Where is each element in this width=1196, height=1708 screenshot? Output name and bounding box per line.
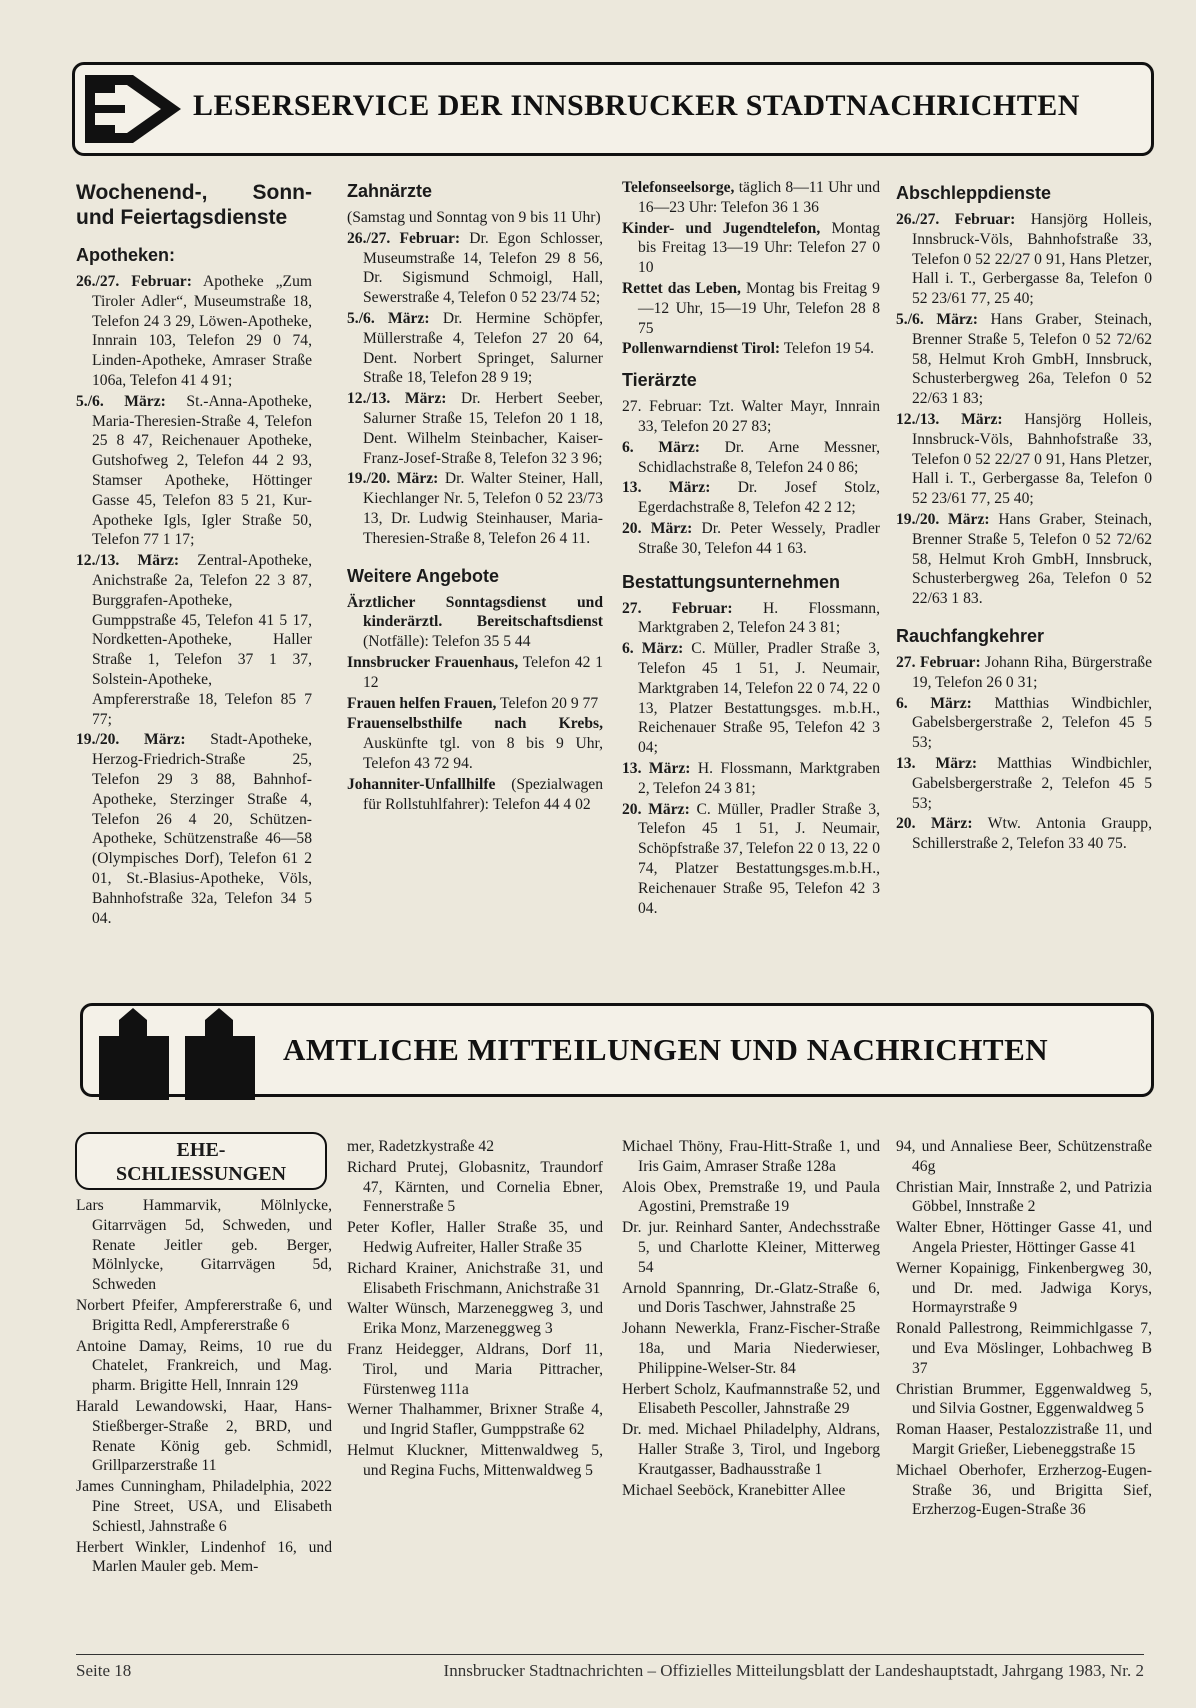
list-item: [347, 714, 603, 773]
entry-label: Telefonseelsorge,: [622, 179, 735, 196]
list-item: [896, 814, 1152, 854]
list-item: [76, 551, 312, 729]
list-item: Michael Oberhofer, Erzherzog-Eugen-Straße 36, und Brigitta Sief, Erzherzog-Eugen-Straße 36: [896, 1461, 1152, 1519]
list-item: Harald Lewandowski, Haar, Hans-Stießberger-Straße 2, BRD, und Renate König geb. Schmidl, Grillparzerstraße 11: [76, 1397, 332, 1475]
list-item: Dr. jur. Reinhard Santer, Andechsstraße 5, und Charlotte Kleiner, Mitterweg 54: [622, 1219, 880, 1276]
entry-text: Stadt-Apotheke, Herzog-Friedrich-Straße 25, Telefon 29 3 88, Bahnhof-Apotheke, Sterzinger Straße 4, Telefon 26 4 20, Schützen-Apotheke, Schützenstraße 46—58 (Olympisches Dorf), Telefon 61 2 01, St.-Blasius-Apotheke, Völs, Bahnhofstraße 32a, Telefon 34 5 04.: [92, 731, 312, 927]
entry-label: 19./20. März:: [347, 470, 439, 488]
list-item: Werner Thalhammer, Brixner Straße 4, und Ingrid Stafler, Gumppstraße 62: [347, 1401, 603, 1439]
entry-text: Dr. Herbert Seeber, Salurner Straße 15, Telefon 20 1 18, Dent. Wilhelm Steinbacher, Kaiser-Franz-Josef-Straße 8, Telefon 32 3 96;: [363, 390, 603, 467]
column-apotheken: [76, 178, 312, 929]
list-item: James Cunningham, Philadelphia, 2022 Pine Street, USA, und Elisabeth Schiestl, Jahnstraße 6: [76, 1478, 332, 1535]
list-item: [622, 178, 880, 218]
list-item: [896, 210, 1152, 309]
section-heading: Abschleppdienste: [896, 183, 1052, 203]
list-item: [347, 694, 603, 714]
list-item: Peter Kofler, Haller Straße 35, und Hedwig Aufreiter, Haller Straße 35: [347, 1219, 603, 1256]
entry-list: [347, 229, 603, 549]
list-item: [896, 653, 1152, 693]
entry-list: [622, 599, 880, 919]
entry-list: [76, 272, 312, 928]
entry-text: Hans Graber, Steinach, Brenner Straße 5, Telefon 0 52 72/62 58, Helmut Kroh GmbH, Innsbruck, Schusterbergweg 26a, Telefon 0 52 22/63 1 83;: [912, 310, 1152, 408]
entry-label: 13. März:: [896, 754, 978, 772]
list-item: Christian Mair, Innstraße 2, und Patrizia Göbbel, Innstraße 2: [896, 1178, 1152, 1216]
list-item: [896, 754, 1152, 813]
list-item: Herbert Scholz, Kaufmannstraße 52, und Elisabeth Pescoller, Jahnstraße 29: [622, 1380, 880, 1418]
list-item: [622, 599, 880, 639]
marriages-column-1: [76, 1196, 332, 1578]
entry-text: Dr. Arne Messner, Schidlachstraße 8, Telefon 24 0 86;: [638, 438, 880, 476]
marriages-column-2: [347, 1137, 603, 1482]
entry-label: 20. März:: [896, 815, 973, 833]
heading-line: SCHLIESSUNGEN: [115, 1163, 287, 1185]
list-item: Walter Ebner, Höttinger Gasse 41, und Angela Priester, Höttinger Gasse 41: [896, 1219, 1152, 1256]
entry-label: Frauenselbsthilfe nach Krebs,: [347, 715, 603, 733]
list-item: Michael Seeböck, Kranebitter Allee: [622, 1481, 846, 1499]
entry-text: Montag bis Freitag 9—12 Uhr, 15—19 Uhr, Telefon 28 8 75: [638, 279, 880, 337]
list-item: [622, 279, 880, 338]
entry-label: Innsbrucker Frauenhaus,: [347, 653, 519, 671]
list-item: [347, 653, 603, 693]
entry-label: 20. März:: [622, 519, 693, 537]
entry-text: 27. Februar: Tzt. Walter Mayr, Innrain 33, Telefon 20 27 83;: [622, 398, 880, 435]
list-item: [622, 639, 880, 758]
list-item: [622, 397, 880, 437]
entry-list: [896, 653, 1152, 854]
entry-text: täglich 8—11 Uhr und 16—23 Uhr: Telefon 36 1 36: [638, 179, 880, 216]
list-item: Johann Newerkla, Franz-Fischer-Straße 18a, und Maria Niederwieser, Philippine-Welser-Str. 84: [622, 1320, 880, 1377]
list-item: Alois Obex, Premstraße 19, und Paula Agostini, Premstraße 19: [622, 1178, 880, 1216]
column-zahnaerzte: [347, 178, 603, 815]
list-item: Michael Thöny, Frau-Hitt-Straße 1, und Iris Gaim, Amraser Straße 128a: [622, 1138, 880, 1175]
list-item: [622, 339, 880, 359]
list-item: Christian Brummer, Eggenwaldweg 5, und Silvia Gostner, Eggenwaldweg 5: [896, 1380, 1152, 1418]
entry-label: Frauen helfen Frauen,: [347, 694, 497, 712]
list-item: [622, 759, 880, 799]
entry-text: Hans Graber, Steinach, Brenner Straße 5, Telefon 0 52 72/62 58, Helmut Kroh GmbH, Innsbruck, Schusterbergweg 26a, Telefon 0 52 22/63 1 83.: [912, 510, 1153, 608]
list-item: [76, 272, 312, 391]
list-item: [896, 310, 1152, 409]
list-item: [622, 800, 880, 919]
eheschliessungen-heading: [75, 1132, 327, 1190]
entry-label: 19./20. März:: [896, 510, 990, 528]
list-item: [622, 219, 880, 278]
entry-label: Kinder- und Jugendtelefon,: [622, 219, 821, 237]
entry-text: Hansjörg Holleis, Innsbruck-Völs, Bahnhofstraße 33, Telefon 0 52 22/27 0 91, Hans Pletzer, Hall i. T., Gerbergasse 8a, Telefon 0 52 23/61 77, 25 40;: [912, 410, 1152, 508]
entry-label: 5./6. März:: [896, 310, 978, 328]
amtliche-banner: [80, 1003, 1154, 1097]
entry-text: Matthias Windbichler, Gabelsbergerstraße 2, Telefon 45 5 53;: [912, 694, 1152, 752]
list-item: Ronald Pallestrong, Reimmichlgasse 7, und Eva Möslinger, Lohbachweg B 37: [896, 1320, 1152, 1377]
entry-label: 26./27. Februar:: [76, 273, 192, 290]
entry-text: Hansjörg Holleis, Innsbruck-Völs, Bahnhofstraße 33, Telefon 0 52 22/27 0 91, Hans Pletzer, Hall i. T., Gerbergasse 8a, Telefon 0 52 23/61 77, 25 40;: [912, 211, 1152, 308]
publication-line: Innsbrucker Stadtnachrichten – Offizielles Mitteilungsblatt der Landeshauptstadt, Jahrgang 1983, Nr. 2: [443, 1661, 1144, 1680]
buildings-logo-icon: [89, 996, 269, 1106]
entry-list: [347, 593, 603, 815]
list-item: [347, 469, 603, 548]
list-item: [896, 410, 1152, 509]
leserservice-banner: [72, 62, 1154, 156]
section-heading: Tierärzte: [622, 370, 697, 391]
list-item: Werner Kopainigg, Finkenbergweg 30, und Dr. med. Jadwiga Korys, Hormayrstraße 9: [896, 1259, 1152, 1317]
entry-label: 6. März:: [896, 694, 972, 712]
entry-text: (Notfälle): Telefon 35 5 44: [363, 633, 531, 651]
entry-text: C. Müller, Pradler Straße 3, Telefon 45 1 51, J. Neumair, Schöpfstraße 37, Telefon 22 0 13, 22 0 74, Platzer Bestattungsges.m.b.H., Reichenauer Straße 95, Telefon 42 3 04.: [638, 800, 880, 917]
entry-list: [622, 397, 880, 558]
entry-label: Rettet das Leben,: [622, 279, 741, 297]
list-item: [347, 775, 603, 815]
column-tieraerzte: [622, 178, 880, 919]
entry-text: Dr. Egon Schlosser, Museumstraße 14, Telefon 29 8 56, Dr. Sigismund Schmoigl, Hall, Sewerstraße 4, Telefon 0 52 23/74 52;: [363, 229, 603, 307]
list-item: [347, 593, 603, 652]
section-heading: Apotheken:: [76, 245, 175, 265]
heading-line: EHE-: [176, 1139, 226, 1161]
entry-label: 26./27. Februar:: [896, 211, 1016, 228]
entry-text: H. Flossmann, Marktgraben 2, Telefon 24 3 81;: [638, 759, 880, 797]
list-item: [76, 392, 312, 550]
entry-text: Telefon 19 54.: [780, 340, 875, 358]
entry-label: 20. März:: [622, 800, 690, 818]
entry-text: Dr. Josef Stolz, Egerdachstraße 8, Telefon 42 2 12;: [638, 479, 880, 517]
list-item: Herbert Winkler, Lindenhof 16, und Marlen Mauler geb. Mem-: [76, 1538, 332, 1576]
list-item: [622, 478, 880, 518]
list-item: 94, und Annaliese Beer, Schützenstraße 46g: [896, 1138, 1152, 1175]
column-abschleppdienste: [896, 178, 1152, 855]
list-item: Roman Haaser, Pestalozzistraße 11, und Margit Grießer, Liebeneggstraße 15: [896, 1421, 1152, 1458]
list-item: [76, 730, 312, 928]
entry-text: C. Müller, Pradler Straße 3, Telefon 45 1 51, J. Neumair, Marktgraben 14, Telefon 22 0 74, 22 0 13, Platzer Bestattungsges. m.b.H., Reichenauer Straße 95, Telefon 42 3 04;: [638, 640, 880, 757]
entry-text: Apotheke „Zum Tiroler Adler“, Museumstraße 18, Telefon 24 3 29, Löwen-Apotheke, Innrain 103, Telefon 29 0 74, Linden-Apotheke, Amraser Straße 106a, Telefon 41 4 91;: [92, 273, 313, 389]
list-item: Antoine Damay, Reims, 10 rue du Chatelet, Frankreich, und Mag. pharm. Brigitte Hell, Innrain 129: [76, 1337, 332, 1395]
section-heading: Wochenend-, Sonn- und Feiertagsdienste: [76, 181, 312, 229]
entry-label: 12./13. März:: [347, 390, 447, 408]
list-item: Walter Wünsch, Marzeneggweg 3, und Erika Monz, Marzeneggweg 3: [347, 1300, 603, 1338]
arrow-logo-icon: [81, 71, 191, 147]
entry-label: 5./6. März:: [347, 309, 430, 327]
section-heading: Zahnärzte: [347, 181, 433, 201]
list-item: Helmut Kluckner, Mittenwaldweg 5, und Regina Fuchs, Mittenwaldweg 5: [347, 1441, 603, 1479]
list-item: [347, 309, 603, 388]
entry-text: Dr. Peter Wessely, Pradler Straße 30, Telefon 44 1 63.: [638, 519, 880, 557]
entry-text: (Spezialwagen für Rollstuhlfahrer): Telefon 44 4 02: [363, 775, 603, 813]
banner-title: LESERSERVICE DER INNSBRUCKER STADTNACHRICHTEN: [193, 89, 1080, 122]
list-item: Richard Prutej, Globasnitz, Traundorf 47, Kärnten, und Cornelia Ebner, Fennerstraße 5: [347, 1158, 603, 1216]
list-item: Norbert Pfeifer, Ampfererstraße 6, und Brigitta Redl, Ampfererstraße 6: [76, 1296, 332, 1334]
list-item: [347, 389, 603, 468]
list-item: [896, 510, 1152, 609]
entry-label: Pollenwarndienst Tirol:: [622, 340, 781, 358]
entry-list: [622, 178, 880, 359]
banner-title: AMTLICHE MITTEILUNGEN UND NACHRICHTEN: [283, 1032, 1049, 1067]
entry-label: 13. März:: [622, 479, 711, 497]
entry-text: Matthias Windbichler, Gabelsbergerstraße 2, Telefon 45 5 53;: [912, 754, 1152, 812]
list-item: mer, Radetzkystraße 42: [347, 1138, 495, 1155]
list-item: Richard Krainer, Anichstraße 31, und Elisabeth Frischmann, Anichstraße 31: [347, 1259, 603, 1297]
intro-text: (Samstag und Sonntag von 9 bis 11 Uhr): [347, 209, 601, 226]
page-number: Seite 18: [76, 1661, 132, 1680]
entry-label: 13. März:: [622, 759, 691, 777]
list-item: Arnold Spannring, Dr.-Glatz-Straße 6, und Doris Taschwer, Jahnstraße 25: [622, 1279, 880, 1317]
list-item: Franz Heidegger, Aldrans, Dorf 11, Tirol, und Maria Pittracher, Fürstenweg 111a: [347, 1340, 603, 1398]
entry-label: Johanniter-Unfallhilfe: [347, 775, 496, 793]
entry-list: [896, 210, 1152, 609]
marriages-column-3: [622, 1137, 880, 1501]
page-footer: [76, 1654, 1144, 1681]
section-heading: Bestattungsunternehmen: [622, 571, 841, 592]
entry-label: 27. Februar:: [622, 599, 733, 617]
entry-text: Johann Riha, Bürgerstraße 19, Telefon 26 0 31;: [912, 653, 1152, 691]
entry-text: Telefon 20 9 77: [496, 694, 599, 712]
marriages-column-4: [896, 1137, 1152, 1521]
entry-text: H. Flossmann, Marktgraben 2, Telefon 24 3 81;: [638, 599, 880, 637]
entry-label: 26./27. Februar:: [347, 229, 461, 247]
entry-label: 12./13. März:: [76, 552, 180, 570]
entry-text: Dr. Hermine Schöpfer, Müllerstraße 4, Telefon 27 20 64, Dent. Norbert Springet, Salurner Straße 18, Telefon 28 9 19;: [363, 309, 604, 387]
list-item: [622, 438, 880, 478]
list-item: [347, 229, 603, 308]
entry-text: St.-Anna-Apotheke, Maria-Theresien-Straße 4, Telefon 25 8 47, Reichenauer Apotheke, Gutshofweg 2, Telefon 44 2 93, Stamser Apotheke, Höttinger Gasse 45, Telefon 83 5 21, Kur-Apotheke Igls, Igler Straße 50, Telefon 77 1 17;: [92, 392, 312, 549]
list-item: [622, 519, 880, 559]
entry-label: 27. Februar:: [896, 653, 981, 671]
entry-label: 12./13. März:: [896, 410, 1003, 428]
entry-label: 6. März:: [622, 640, 684, 658]
list-item: [896, 694, 1152, 753]
entry-text: Auskünfte tgl. von 8 bis 9 Uhr, Telefon 43 72 94.: [363, 735, 603, 772]
section-heading: Weitere Angebote: [347, 565, 500, 586]
entry-label: 19./20. März:: [76, 731, 186, 749]
list-item: Dr. med. Michael Philadelphy, Aldrans, Haller Straße 3, Tirol, und Ingeborg Krautgasser, Badhausstraße 1: [622, 1421, 880, 1478]
entry-text: Dr. Walter Steiner, Hall, Kiechlanger Nr. 5, Telefon 0 52 23/73 13, Dr. Ludwig Steinhauser, Maria-Theresien-Straße 8, Telefon 26 4 11.: [363, 470, 604, 547]
entry-text: Zentral-Apotheke, Anichstraße 2a, Telefon 22 3 87, Burggrafen-Apotheke, Gumppstraße 45, Telefon 41 5 17, Nordketten-Apotheke, Haller Straße 1, Telefon 37 1 37, Solstein-Apotheke, Ampfererstraße 18, Telefon 85 7 77;: [92, 552, 312, 728]
entry-text: Telefon 42 1 12: [363, 653, 603, 691]
entry-text: Wtw. Antonia Graupp, Schillerstraße 2, Telefon 33 40 75.: [912, 815, 1152, 853]
entry-label: 6. März:: [622, 438, 700, 456]
entry-label: Ärztlicher Sonntagsdienst und kinderärztl. Bereitschaftsdienst: [347, 593, 603, 631]
entry-text: Montag bis Freitag 13—19 Uhr: Telefon 27 0 10: [638, 219, 880, 277]
entry-label: 5./6. März:: [76, 392, 166, 410]
section-heading: Rauchfangkehrer: [896, 625, 1045, 646]
list-item: Lars Hammarvik, Mölnlycke, Gitarrvägen 5d, Schweden, und Renate Jeitler geb. Berger, Mölnlycke, Gitarrvägen 5d, Schweden: [76, 1197, 332, 1294]
